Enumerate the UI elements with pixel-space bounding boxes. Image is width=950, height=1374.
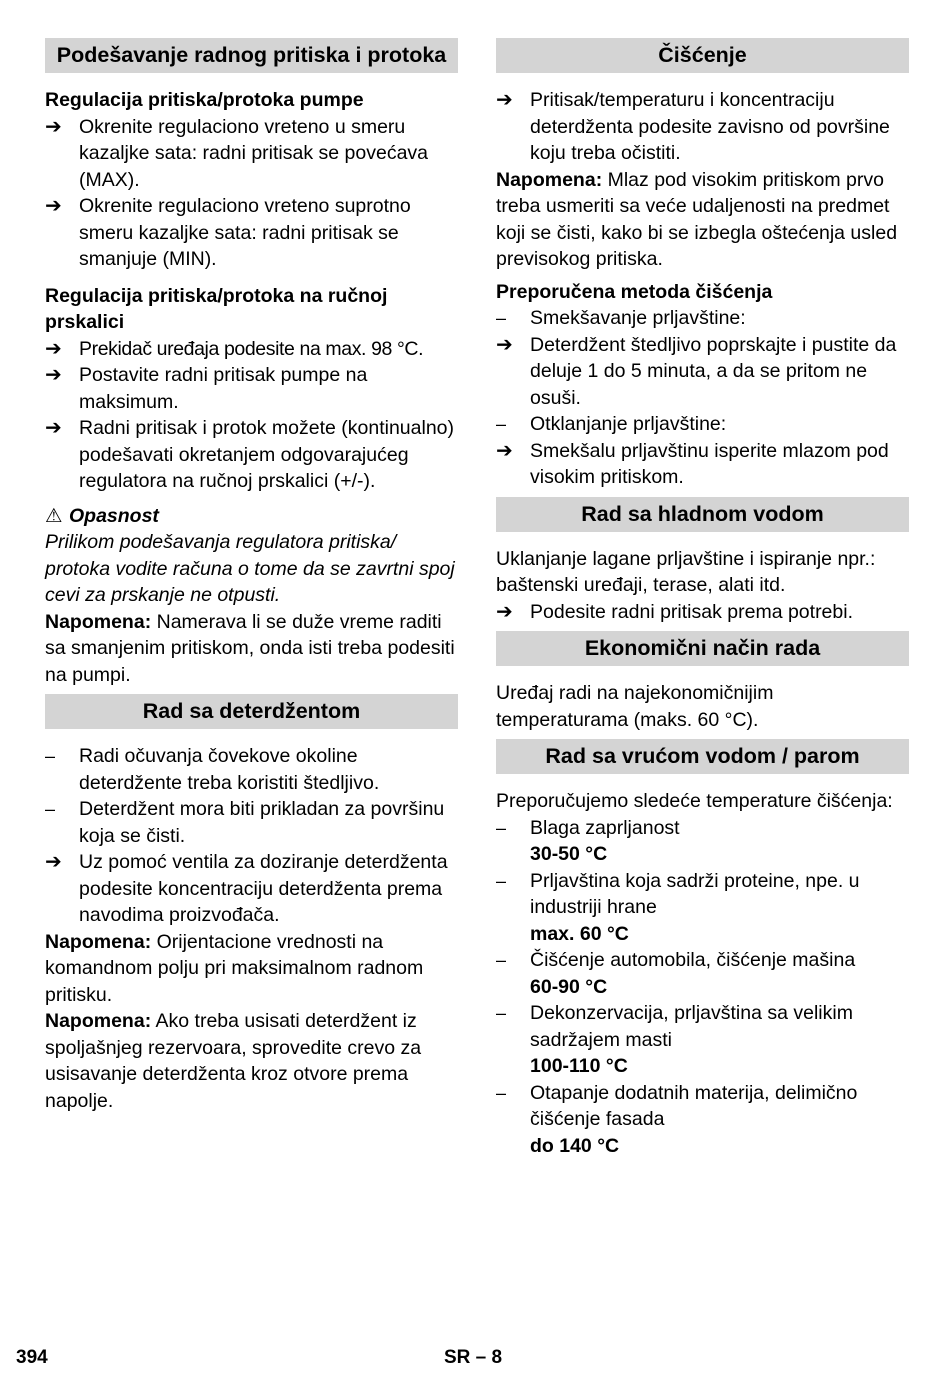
temperature-value: do 140 °C [530, 1134, 620, 1157]
dash-icon: – [496, 817, 507, 838]
paragraph: Uklanjanje lagane prljavštine i ispiranje npr.: baštenski uređaji, terase, alati itd. [496, 547, 876, 596]
arrow-icon: ➔ [45, 364, 62, 386]
arrow-icon: ➔ [45, 195, 62, 217]
temperature-value: 60-90 °C [530, 975, 608, 998]
list-item: ➔ Okrenite regulaciono vreteno suprotno smeru kazaljke sata: radni pritisak se smanjuje (MIN). [45, 195, 411, 270]
arrow-icon: ➔ [45, 337, 62, 360]
page-number: 394 [16, 1347, 48, 1368]
note-paragraph: Napomena: Orijentacione vrednosti na komandnom polju pri maksimalnom radnom pritisku. [45, 930, 424, 1006]
list-item: ➔ Smekšalu prljavštinu isperite mlazom pod visokim pritiskom. [496, 439, 889, 488]
section-heading-eco-mode: Ekonomični način rada [496, 631, 909, 666]
section-heading-pressure: Podešavanje radnog pritiska i protoka [45, 38, 458, 73]
list-item: – Čišćenje automobila, čišćenje mašina [496, 947, 909, 974]
dash-icon: – [45, 799, 56, 819]
dash-icon: – [496, 1082, 507, 1103]
dash-icon: – [496, 950, 507, 970]
list-item: – Otklanjanje prljavštine: [496, 411, 909, 438]
dash-icon: – [45, 746, 56, 766]
paragraph: Preporučujemo sledeće temperature čišćenja: [496, 790, 893, 812]
note-paragraph: Napomena: Mlaz pod visokim pritiskom prvo treba usmeriti sa veće udaljenosti na predmet koji se čisti, kako bi se izbegla oštećenja usled previsokog pritiska. [496, 168, 898, 270]
arrow-icon: ➔ [45, 417, 62, 439]
subheading-method: Preporučena metoda čišćenja [496, 280, 773, 303]
left-column [45, 38, 458, 1114]
temperature-value: 30-50 °C [530, 843, 608, 865]
list-item: – Otapanje dodatnih materija, delimično čišćenje fasada [496, 1081, 858, 1130]
note-label: Napomena: [45, 930, 152, 953]
arrow-icon: ➔ [496, 333, 513, 356]
danger-text: Prilikom podešavanja regulatora pritiska/ protoka vodite računa o tome da se zavrtni spoj cevi za prskanje ne otpusti. [45, 531, 455, 606]
arrow-icon: ➔ [496, 439, 513, 462]
list-item: ➔ Deterdžent štedljivo poprskajte i pustite da deluje 1 do 5 minuta, a da se pritom ne osuši. [496, 333, 897, 409]
warning-icon: ⚠ [45, 504, 63, 527]
note-paragraph: Napomena: Namerava li se duže vreme raditi sa smanjenim pritiskom, onda isti treba podesiti na pumpi. [45, 610, 455, 686]
section-heading-cold-water: Rad sa hladnom vodom [496, 497, 909, 532]
list-item: ➔ Okrenite regulaciono vreteno u smeru kazaljke sata: radni pritisak se povećava (MAX). [45, 115, 429, 191]
arrow-icon: ➔ [45, 115, 62, 138]
language-page-label: SR – 8 [444, 1347, 503, 1368]
list-item: – Blaga zaprljanost [496, 815, 909, 842]
dash-icon: – [496, 308, 507, 328]
dash-icon: – [496, 870, 507, 891]
list-item: ➔ Uz pomoć ventila za doziranje deterdženta podesite koncentraciju deterdženta prema navodima proizvođača. [45, 851, 448, 926]
list-item: ➔ Prekidač uređaja podesite na max. 98 °C. [45, 336, 458, 363]
arrow-icon: ➔ [496, 600, 513, 623]
dash-icon: – [496, 414, 507, 434]
list-item: – Dekonzervacija, prljavština sa velikim sadržajem masti [496, 1002, 853, 1051]
section-heading-cleaning: Čišćenje [496, 38, 909, 73]
danger-heading: ⚠ Opasnost [45, 503, 458, 530]
section-heading-hot-water: Rad sa vrućom vodom / parom [496, 739, 909, 774]
note-label: Napomena: [496, 168, 603, 191]
arrow-icon: ➔ [496, 89, 513, 111]
subheading-pump-regulation: Regulacija pritiska/protoka pumpe [45, 89, 364, 111]
section-heading-detergent: Rad sa deterdžentom [45, 694, 458, 729]
list-item: – Radi očuvanja čovekove okoline deterdžente treba koristiti štedljivo. [45, 745, 380, 794]
list-item: ➔ Podesite radni pritisak prema potrebi. [496, 599, 909, 626]
temperature-value: 100-110 °C [530, 1055, 628, 1077]
subheading-gun-regulation: Regulacija pritiska/protoka na ručnoj prskalici [45, 284, 388, 333]
right-column [496, 38, 909, 1159]
list-item: ➔ Radni pritisak i protok možete (kontinualno) podešavati okretanjem odgovarajućeg regulatora na ručnoj prskalici (+/-). [45, 417, 455, 492]
note-label: Napomena: [45, 1010, 152, 1032]
list-item: ➔ Pritisak/temperaturu i koncentraciju deterdženta podesite zavisno od površine koju treba očistiti. [496, 89, 890, 164]
paragraph: Uređaj radi na najekonomičnijim temperaturama (maks. 60 °C). [496, 682, 774, 731]
note-label: Napomena: [45, 610, 152, 633]
list-item: – Deterdžent mora biti prikladan za površinu koja se čisti. [45, 798, 445, 847]
dash-icon: – [496, 1003, 507, 1023]
note-paragraph: Napomena: Ako treba usisati deterdžent iz spoljašnjeg rezervoara, sprovedite crevo za usisavanje deterdženta kroz otvore prema napolje. [45, 1010, 422, 1112]
list-item: – Smekšavanje prljavštine: [496, 305, 909, 332]
list-item: – Prljavština koja sadrži proteine, npe. u industriji hrane [496, 869, 860, 918]
temperature-value: max. 60 °C [530, 922, 629, 945]
list-item: ➔ Postavite radni pritisak pumpe na maksimum. [45, 364, 368, 413]
arrow-icon: ➔ [45, 851, 62, 873]
